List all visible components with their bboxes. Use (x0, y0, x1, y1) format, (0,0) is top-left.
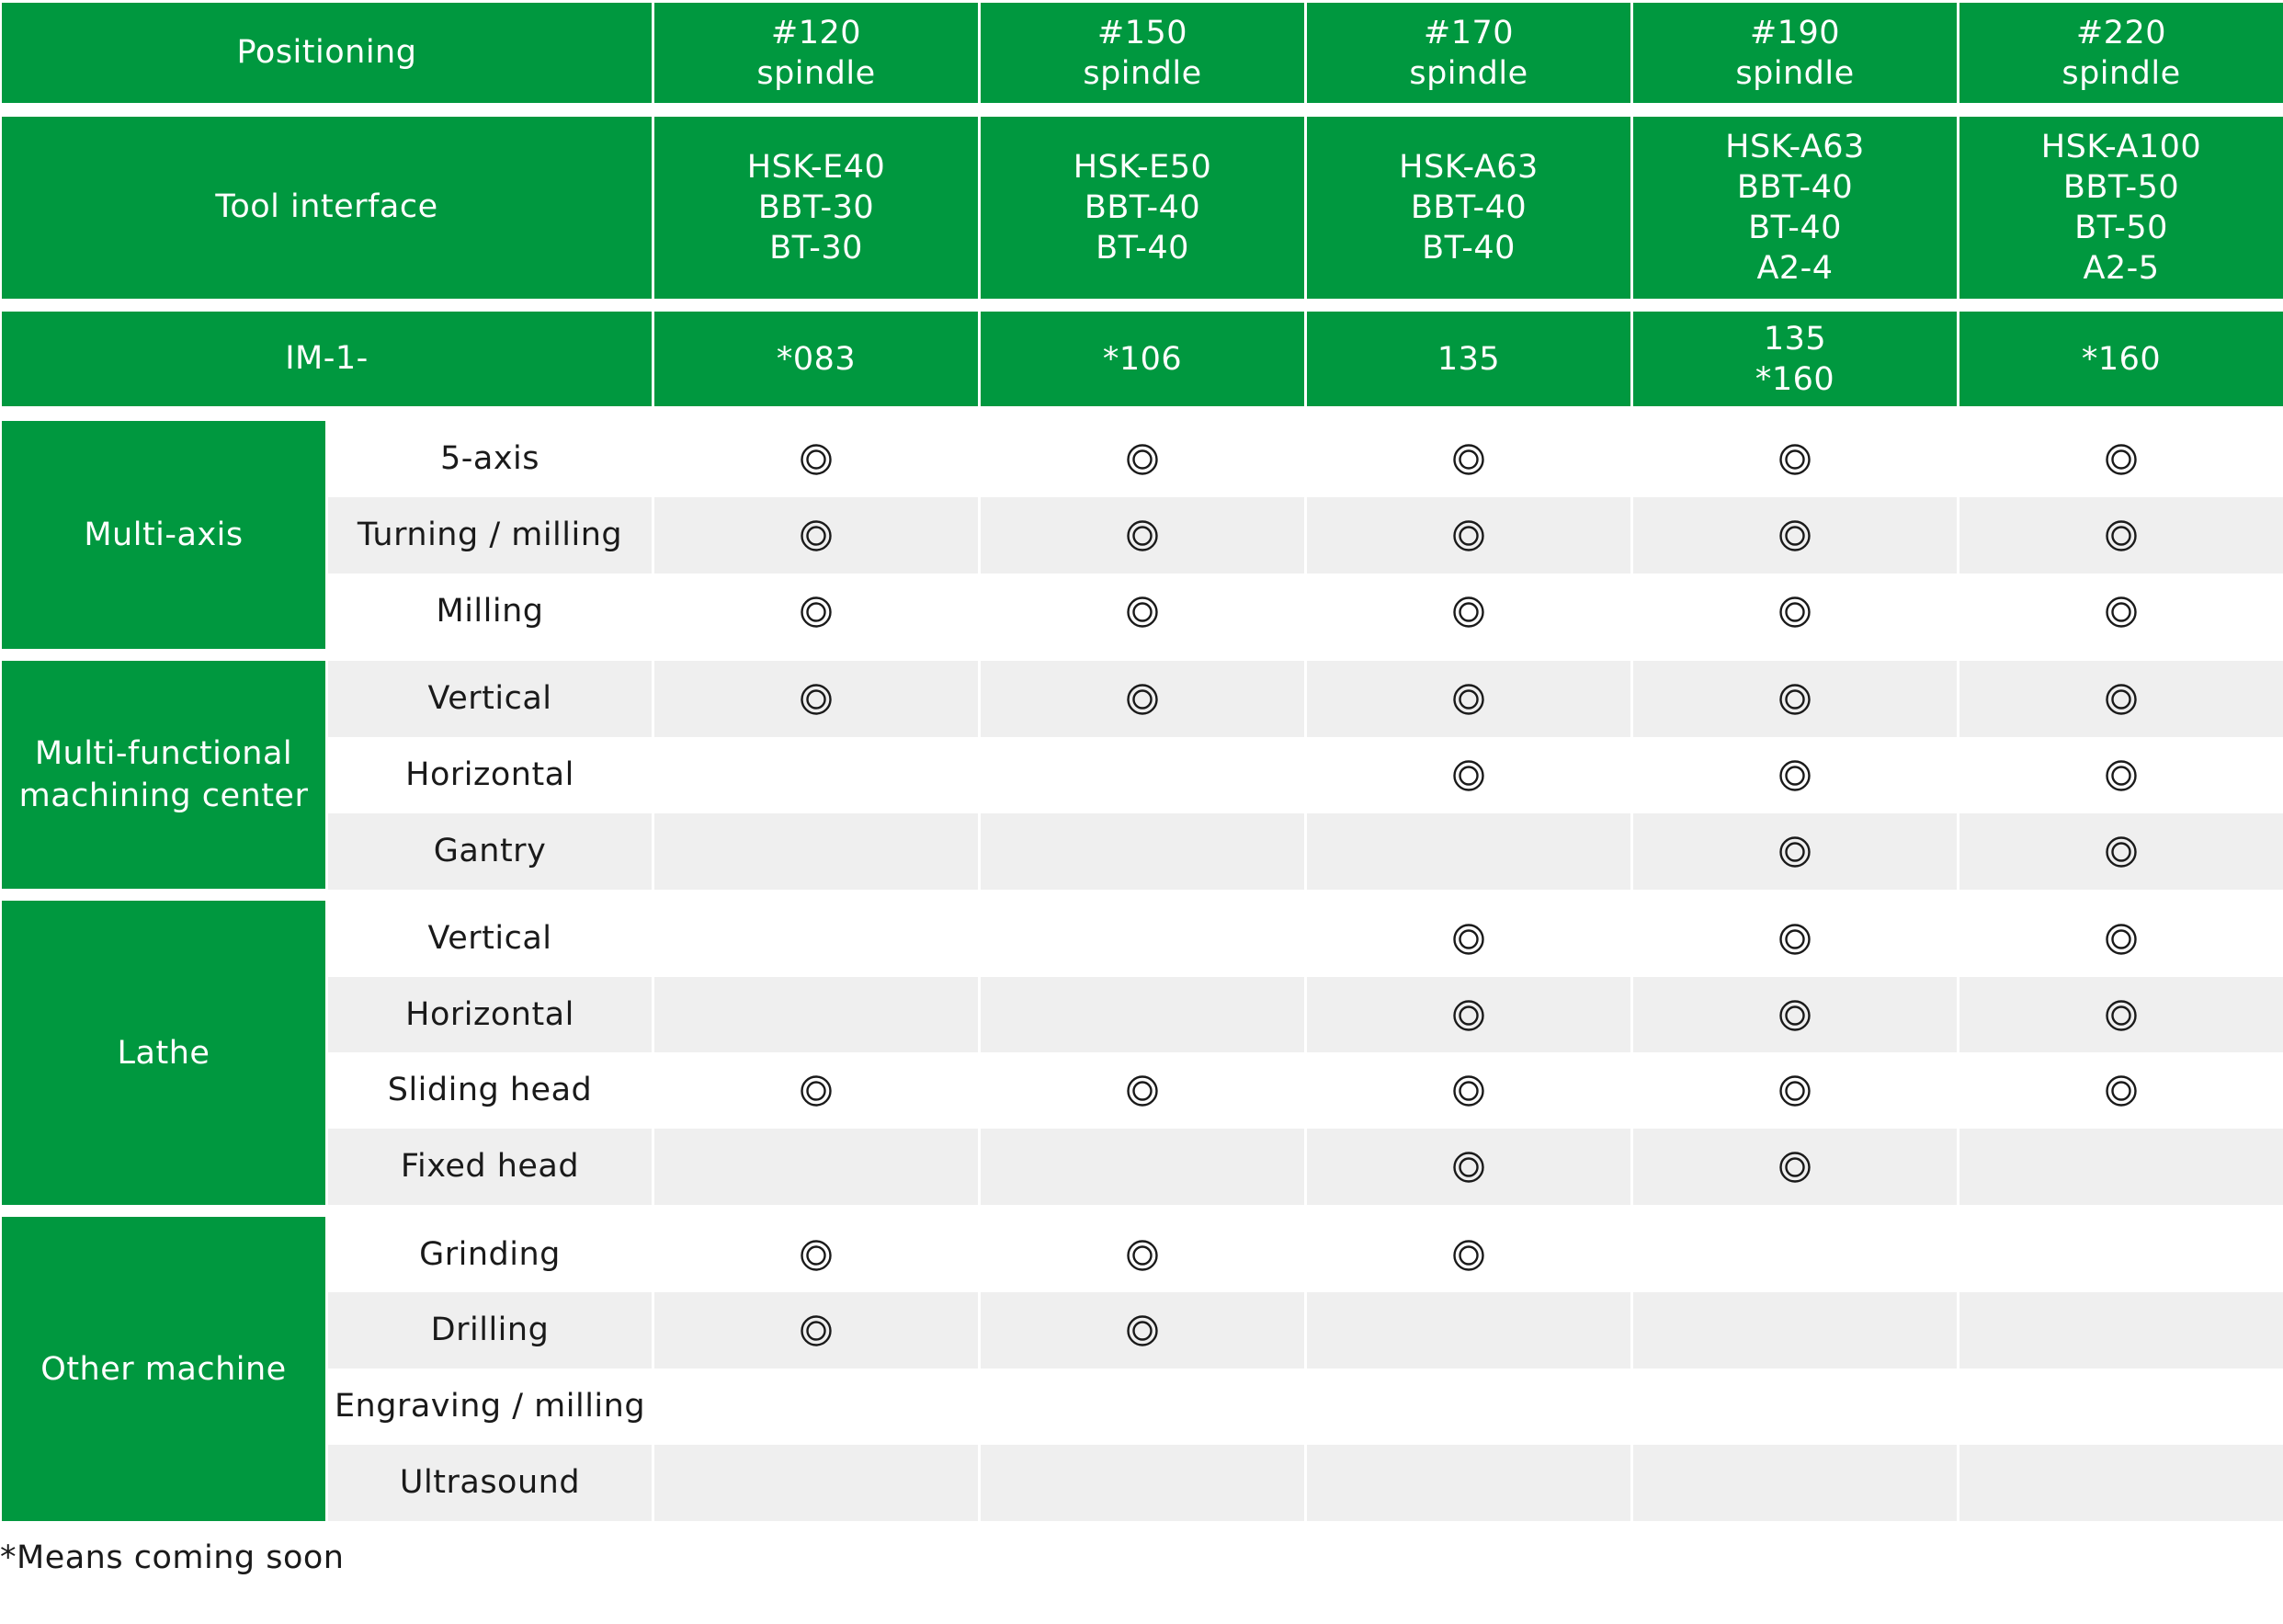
compatibility-cell (1633, 1292, 1957, 1368)
header-value-line: A2-5 (2083, 250, 2160, 287)
double-circle-icon (800, 683, 833, 716)
header-value-line: spindle (1083, 54, 1202, 92)
compatibility-cell (1633, 497, 1957, 574)
double-circle-icon (1452, 923, 1485, 956)
compatibility-cell (654, 1445, 978, 1521)
double-circle-icon (800, 519, 833, 552)
compatibility-cell (654, 497, 978, 574)
double-circle-icon (1126, 519, 1159, 552)
header-row-label (2, 312, 652, 406)
compatibility-cell (1307, 977, 1630, 1053)
header-value-line: spindle (2062, 54, 2181, 92)
compatibility-cell (1633, 901, 1957, 977)
double-circle-icon (1778, 1151, 1812, 1184)
group-label-line: Lathe (117, 1034, 210, 1072)
compatibility-cell (654, 1368, 978, 1445)
compatibility-cell (1307, 901, 1630, 977)
compatibility-cell (654, 574, 978, 650)
header-value-line: HSK-A63 (1725, 129, 1865, 165)
compatibility-cell (654, 1217, 978, 1293)
double-circle-icon (800, 1239, 833, 1272)
header-value-cell (1307, 3, 1630, 103)
double-circle-icon (1778, 999, 1812, 1032)
group-label-lines (84, 514, 243, 556)
compatibility-cell (1633, 574, 1957, 650)
double-circle-icon (2105, 596, 2138, 629)
header-value-cell (981, 312, 1304, 406)
group-label-lines (19, 733, 309, 817)
double-circle-icon (1452, 1074, 1485, 1107)
double-circle-icon (1778, 1074, 1812, 1107)
cell-lines (747, 147, 886, 268)
machine-type-text: Grinding (419, 1235, 561, 1273)
header-value-line: BT-40 (1096, 230, 1189, 267)
compatibility-cell (1959, 1217, 2283, 1293)
cell-lines (1725, 127, 1865, 289)
compatibility-cell (1633, 1052, 1957, 1129)
header-value-line: HSK-E50 (1073, 149, 1212, 186)
header-value-line: BT-30 (769, 230, 863, 267)
compatibility-cell (654, 977, 978, 1053)
double-circle-icon (1126, 1314, 1159, 1347)
cell-lines (756, 13, 875, 94)
double-circle-icon (1778, 683, 1812, 716)
compatibility-cell (1959, 1368, 2283, 1445)
header-value-line: HSK-A63 (1399, 149, 1539, 186)
group-label-line: machining center (18, 778, 309, 814)
double-circle-icon (1778, 759, 1812, 792)
compatibility-cell (1307, 813, 1630, 890)
cell-lines (1437, 339, 1500, 380)
machine-type-label (328, 737, 652, 813)
compatibility-cell (981, 421, 1304, 497)
double-circle-icon (1778, 923, 1812, 956)
compatibility-cell (1959, 661, 2283, 737)
double-circle-icon (2105, 999, 2138, 1032)
header-value-line: #170 (1423, 14, 1515, 51)
machine-type-label (328, 901, 652, 977)
compatibility-cell (1959, 901, 2283, 977)
compatibility-cell (981, 1368, 1304, 1445)
compatibility-cell (1959, 977, 2283, 1053)
group-label-line: Other machine (40, 1350, 287, 1388)
compatibility-cell (1307, 1129, 1630, 1205)
machine-type-label (328, 1052, 652, 1129)
machine-type-text: Horizontal (405, 755, 574, 793)
header-value-line: #220 (2075, 14, 2167, 51)
machine-type-text: Vertical (427, 919, 552, 957)
double-circle-icon (1778, 596, 1812, 629)
double-circle-icon (1452, 596, 1485, 629)
cell-lines (1735, 13, 1854, 94)
cell-lines (777, 339, 856, 380)
header-row-label (2, 117, 652, 299)
double-circle-icon (1452, 443, 1485, 476)
compatibility-cell (1307, 1292, 1630, 1368)
header-row-label (2, 3, 652, 103)
header-row-label-text: IM-1- (285, 339, 369, 377)
header-value-cell (1633, 3, 1957, 103)
double-circle-icon (2105, 683, 2138, 716)
header-value-line: 135 (1763, 320, 1827, 358)
header-row-label-text: Positioning (236, 33, 417, 71)
double-circle-icon (1778, 443, 1812, 476)
header-value-cell (654, 117, 978, 299)
machine-type-label (328, 1129, 652, 1205)
header-value-line: #190 (1749, 14, 1841, 51)
compatibility-cell (654, 813, 978, 890)
double-circle-icon (1452, 999, 1485, 1032)
cell-lines (2041, 127, 2201, 289)
compatibility-cell (1959, 1129, 2283, 1205)
header-value-line: BBT-40 (1410, 189, 1528, 226)
cell-lines (1103, 339, 1182, 380)
cell-lines (1083, 13, 1201, 94)
cell-lines (1755, 319, 1834, 400)
header-value-line: BBT-40 (1084, 189, 1201, 226)
header-value-line: #120 (770, 14, 862, 51)
double-circle-icon (1126, 1074, 1159, 1107)
group-label-line: Multi-axis (84, 517, 244, 553)
group-label-lines (40, 1348, 286, 1391)
machine-type-label (328, 497, 652, 574)
double-circle-icon (800, 1314, 833, 1347)
compatibility-cell (1633, 737, 1957, 813)
compatibility-cell (654, 421, 978, 497)
header-value-line: 135 (1437, 340, 1501, 378)
header-value-line: *106 (1102, 340, 1183, 378)
compatibility-cell (1959, 1445, 2283, 1521)
header-value-cell (981, 117, 1304, 299)
header-value-line: HSK-E40 (746, 149, 886, 186)
compatibility-cell (1633, 1445, 1957, 1521)
compatibility-cell (1307, 1368, 1630, 1445)
header-value-cell (654, 312, 978, 406)
double-circle-icon (1452, 519, 1485, 552)
group-label (2, 901, 325, 1205)
machine-type-label (328, 661, 652, 737)
header-value-cell (1959, 3, 2283, 103)
compatibility-cell (654, 901, 978, 977)
header-value-line: #150 (1096, 14, 1188, 51)
machine-type-text: Turning / milling (357, 516, 623, 553)
group-label (2, 421, 325, 649)
compatibility-cell (1959, 497, 2283, 574)
cell-lines (1409, 13, 1528, 94)
compatibility-cell (1307, 421, 1630, 497)
compatibility-cell (981, 977, 1304, 1053)
double-circle-icon (1452, 683, 1485, 716)
compatibility-cell (981, 813, 1304, 890)
compatibility-cell (981, 1129, 1304, 1205)
compatibility-cell (981, 901, 1304, 977)
footnote: *Means coming soon (0, 1539, 345, 1576)
header-value-line: BBT-50 (2062, 169, 2180, 206)
compatibility-cell (1633, 1217, 1957, 1293)
machine-type-label (328, 421, 652, 497)
group-label-lines (118, 1032, 210, 1074)
header-value-line: BT-40 (1748, 210, 1842, 246)
cell-lines (2082, 339, 2161, 380)
machine-type-text: Vertical (427, 679, 552, 717)
machine-type-label (328, 1445, 652, 1521)
header-value-cell (1959, 117, 2283, 299)
header-value-cell (1633, 312, 1957, 406)
cell-lines (2062, 13, 2180, 94)
compatibility-cell (1307, 1052, 1630, 1129)
machine-type-label (328, 977, 652, 1053)
header-value-cell (981, 3, 1304, 103)
header-row-label-text: Tool interface (215, 188, 438, 226)
header-value-line: A2-4 (1756, 250, 1834, 287)
machine-type-text: Sliding head (387, 1071, 593, 1108)
header-value-cell (1959, 312, 2283, 406)
header-value-line: *160 (2081, 340, 2162, 378)
machine-type-text: Ultrasound (399, 1463, 581, 1501)
compatibility-cell (981, 1292, 1304, 1368)
compatibility-cell (1959, 421, 2283, 497)
double-circle-icon (1778, 519, 1812, 552)
machine-type-text: Milling (436, 592, 544, 630)
header-value-line: HSK-A100 (2040, 129, 2202, 165)
compatibility-cell (1959, 1052, 2283, 1129)
double-circle-icon (1126, 683, 1159, 716)
compatibility-cell (1633, 813, 1957, 890)
double-circle-icon (2105, 923, 2138, 956)
compatibility-cell (1307, 1217, 1630, 1293)
cell-lines (1073, 147, 1212, 268)
compatibility-cell (1633, 977, 1957, 1053)
double-circle-icon (1452, 1239, 1485, 1272)
machine-type-label (328, 1292, 652, 1368)
compatibility-cell (654, 661, 978, 737)
cell-lines (1399, 147, 1539, 268)
header-value-cell (1633, 117, 1957, 299)
double-circle-icon (2105, 1074, 2138, 1107)
compatibility-cell (981, 661, 1304, 737)
machine-type-text: Fixed head (400, 1147, 580, 1185)
compatibility-cell (1959, 574, 2283, 650)
double-circle-icon (1126, 1239, 1159, 1272)
double-circle-icon (800, 596, 833, 629)
compatibility-cell (1307, 1445, 1630, 1521)
compatibility-cell (1633, 1129, 1957, 1205)
compatibility-cell (981, 574, 1304, 650)
double-circle-icon (1778, 835, 1812, 869)
machine-type-text: 5-axis (439, 439, 540, 477)
header-value-line: BT-40 (1422, 230, 1516, 267)
machine-type-text: Horizontal (405, 995, 574, 1033)
double-circle-icon (1452, 1151, 1485, 1184)
compatibility-cell (1307, 737, 1630, 813)
compatibility-cell (654, 1292, 978, 1368)
header-value-line: BBT-40 (1736, 169, 1854, 206)
header-value-line: spindle (1409, 54, 1528, 92)
compatibility-cell (1307, 497, 1630, 574)
machine-type-label (328, 574, 652, 650)
compatibility-cell (1633, 1368, 1957, 1445)
header-value-cell (654, 3, 978, 103)
double-circle-icon (1452, 759, 1485, 792)
double-circle-icon (1126, 443, 1159, 476)
compatibility-cell (654, 1052, 978, 1129)
compatibility-cell (654, 1129, 978, 1205)
header-value-line: spindle (756, 54, 876, 92)
machine-type-text: Gantry (433, 832, 547, 869)
compatibility-cell (1307, 574, 1630, 650)
machine-type-label (328, 1217, 652, 1293)
compatibility-cell (981, 1217, 1304, 1293)
compatibility-cell (654, 737, 978, 813)
header-value-cell (1307, 312, 1630, 406)
double-circle-icon (2105, 759, 2138, 792)
machine-type-label (328, 813, 652, 890)
double-circle-icon (1126, 596, 1159, 629)
group-label (2, 661, 325, 889)
double-circle-icon (2105, 835, 2138, 869)
compatibility-cell (1959, 1292, 2283, 1368)
header-value-cell (1307, 117, 1630, 299)
compatibility-cell (981, 737, 1304, 813)
header-value-line: BT-50 (2074, 210, 2168, 246)
header-value-line: *160 (1755, 360, 1835, 398)
group-label-line: Multi-functional (34, 735, 293, 772)
compatibility-cell (1959, 813, 2283, 890)
header-value-line: *083 (776, 340, 857, 378)
machine-type-text: Engraving / milling (334, 1387, 646, 1425)
compatibility-cell (1633, 661, 1957, 737)
double-circle-icon (2105, 519, 2138, 552)
double-circle-icon (800, 443, 833, 476)
machine-type-text: Drilling (430, 1311, 550, 1348)
group-label (2, 1217, 325, 1521)
header-value-line: spindle (1735, 54, 1855, 92)
compatibility-cell (981, 1445, 1304, 1521)
compatibility-cell (981, 497, 1304, 574)
compatibility-cell (1633, 421, 1957, 497)
machine-type-label (328, 1368, 652, 1445)
double-circle-icon (2105, 443, 2138, 476)
compatibility-cell (981, 1052, 1304, 1129)
header-value-line: BBT-30 (757, 189, 875, 226)
double-circle-icon (800, 1074, 833, 1107)
compatibility-cell (1307, 661, 1630, 737)
compatibility-cell (1959, 737, 2283, 813)
